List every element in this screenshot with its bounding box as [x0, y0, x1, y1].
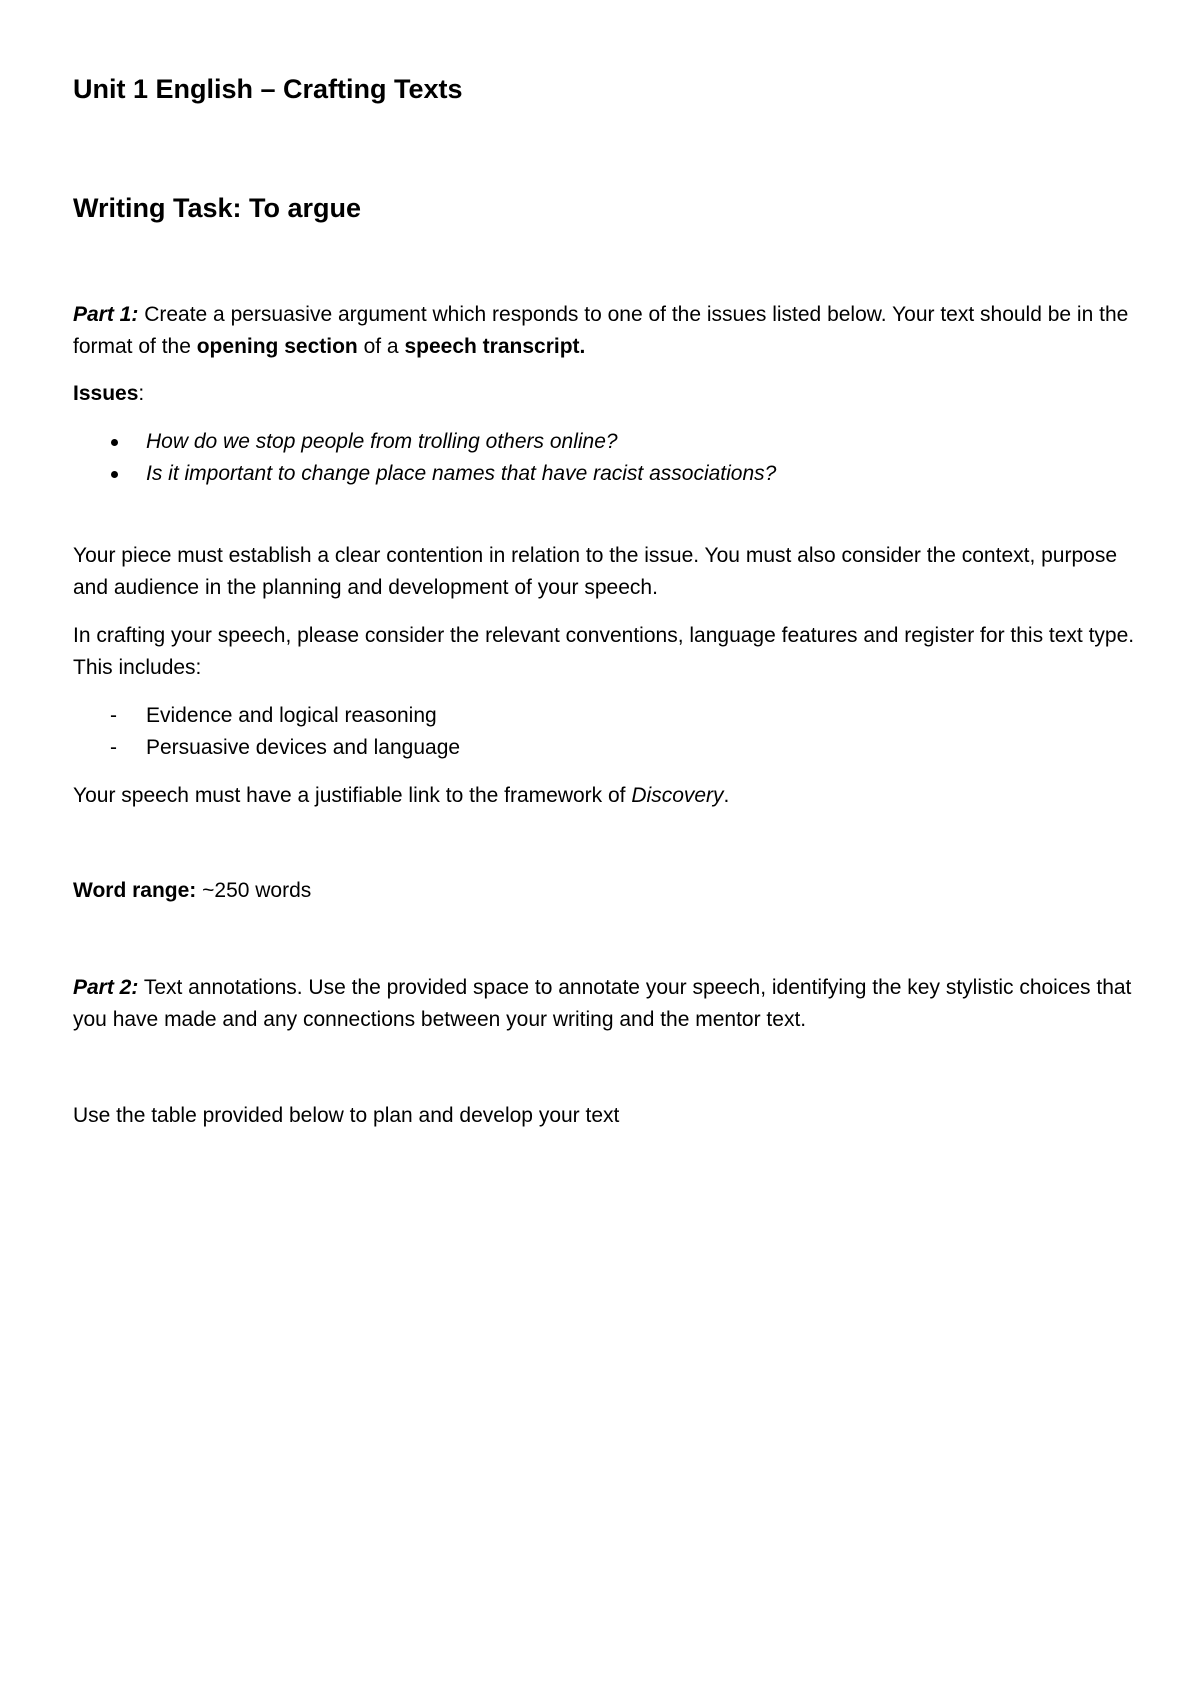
task-heading: Writing Task: To argue: [73, 193, 362, 223]
conventions-paragraph: In crafting your speech, please consider the relevant conventions, language features and register for this text type. This includes:: [73, 624, 1135, 679]
issues-list: [73, 426, 1143, 490]
includes-list: [73, 700, 1143, 764]
issue-text: Is it important to change place names that have racist associations?: [146, 462, 777, 485]
issues-label: Issues: [73, 382, 139, 405]
list-item: [73, 426, 1143, 458]
framework-paragraph: [73, 780, 1143, 812]
issue-text: How do we stop people from trolling others online?: [146, 430, 618, 453]
part1-bold-opening-section: opening section: [196, 335, 358, 358]
include-text: Evidence and logical reasoning: [146, 704, 437, 727]
issues-heading: [73, 378, 1143, 410]
part2-label: Part 2:: [73, 976, 139, 999]
contention-paragraph: Your piece must establish a clear contention in relation to the issue. You must also consider the context, purpose and audience in the planning and development of your speech.: [73, 544, 1118, 599]
framework-end: .: [723, 784, 730, 807]
bullet-icon: [111, 439, 118, 446]
document-title: Unit 1 English – Crafting Texts: [73, 74, 463, 104]
word-range-label: Word range:: [73, 879, 197, 902]
list-item: [73, 458, 1143, 490]
part1-bold-speech-transcript: speech transcript.: [404, 335, 586, 358]
list-item: [73, 700, 1143, 732]
part1-paragraph: [73, 299, 1143, 363]
issues-colon: :: [138, 382, 145, 405]
bullet-icon: [111, 471, 118, 478]
part2-text: Text annotations. Use the provided space to annotate your speech, identifying the key stylistic choices that you have made and any connections between your writing and the mentor text.: [73, 976, 1132, 1031]
part1-text-b: of a: [357, 335, 405, 358]
table-note: Use the table provided below to plan and develop your text: [73, 1104, 620, 1127]
framework-text: Your speech must have a justifiable link to the framework of: [73, 784, 632, 807]
dash-marker: -: [110, 704, 117, 727]
part1-text-a: Create a persuasive argument which responds to one of the issues listed below. Your text should be in the format of the: [73, 303, 1129, 358]
part1-label: Part 1:: [73, 303, 139, 326]
framework-discovery: Discovery: [631, 784, 724, 807]
include-text: Persuasive devices and language: [146, 736, 461, 759]
dash-marker: -: [110, 736, 117, 759]
list-item: [73, 732, 1143, 764]
word-range-paragraph: [73, 875, 1143, 907]
word-range-value: ~250 words: [196, 879, 312, 902]
part2-paragraph: [73, 972, 1143, 1036]
